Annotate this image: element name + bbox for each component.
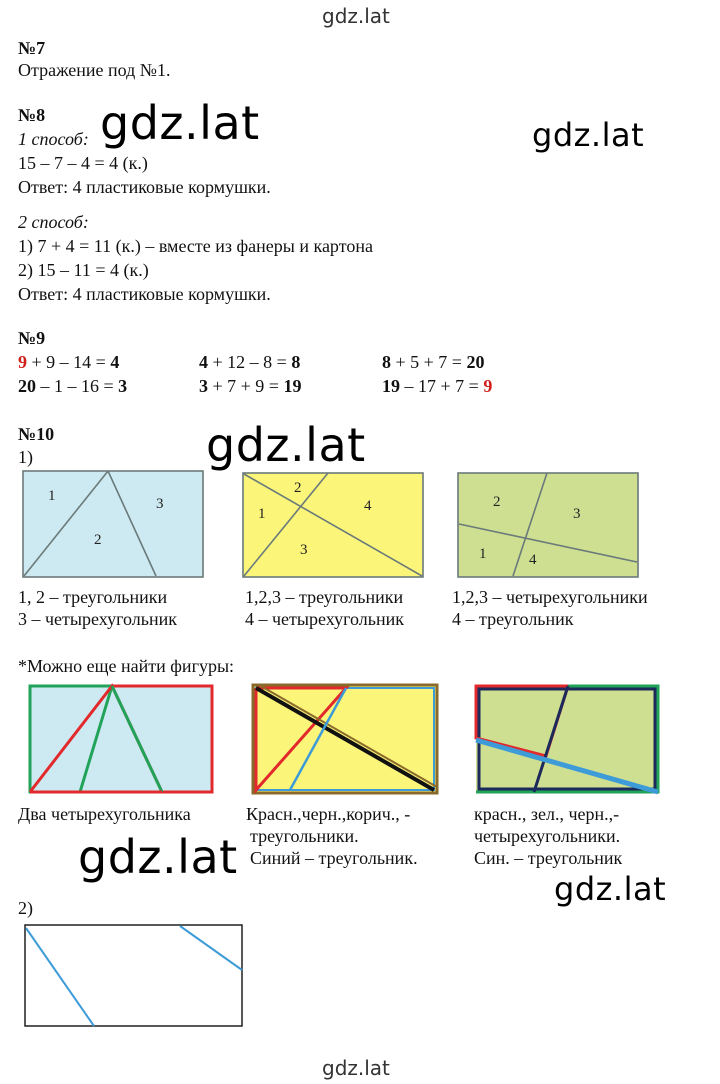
figure-blue-rectangle [22, 470, 204, 578]
task9-expr-3: 8 + 5 + 7 = 20 [382, 352, 485, 372]
watermark-2: gdz.lat [532, 116, 645, 154]
colored-caption-3-line3: Син. – треугольник [474, 848, 623, 868]
watermark-5: gdz.lat [554, 870, 667, 908]
colored-figure-green [472, 682, 662, 796]
blue-label-1: 1 [48, 488, 56, 504]
colored-caption-2-line2: треугольники. [250, 826, 359, 846]
watermark-3: gdz.lat [206, 418, 366, 472]
task8-way1-label: 1 способ: [18, 129, 89, 149]
header-site-name: gdz.lat [322, 4, 390, 28]
colored-caption-2-line3: Синий – треугольник. [250, 848, 418, 868]
task9-title: №9 [18, 328, 46, 348]
colored-green-fill [476, 686, 658, 792]
green-label-3: 3 [573, 506, 581, 522]
yellow-label-3: 3 [300, 542, 308, 558]
task10-part1-label: 1) [18, 447, 33, 467]
task10-title: №10 [18, 424, 55, 444]
colored-figure-yellow [250, 682, 440, 796]
colored-caption-3-line2: четырехугольники. [474, 826, 621, 846]
green-label-2: 2 [493, 494, 501, 510]
task10-part2-label: 2) [18, 898, 33, 918]
task8-way1-expression: 15 – 7 – 4 = 4 (к.) [18, 153, 148, 173]
task8-way2-step2: 2) 15 – 11 = 4 (к.) [18, 260, 149, 280]
task8-way2-answer: Ответ: 4 пластиковые кормушки. [18, 284, 271, 304]
task9-expr-4: 20 – 1 – 16 = 3 [18, 376, 128, 396]
caption-2-line1: 1,2,3 – треугольники [245, 587, 404, 607]
caption-2-line2: 4 – четырехугольник [245, 609, 404, 629]
task9-expr-2: 4 + 12 – 8 = 8 [199, 352, 301, 372]
watermark-1: gdz.lat [100, 96, 260, 150]
yellow-label-4: 4 [364, 498, 372, 514]
figure-yellow-rectangle [242, 472, 424, 578]
task9-expr-6: 19 – 17 + 7 = 9 [382, 376, 493, 396]
colored-caption-1: Два четырехугольника [18, 804, 191, 824]
figure-green-rectangle [457, 472, 639, 578]
footer-site-name: gdz.lat [322, 1056, 390, 1080]
watermark-4: gdz.lat [78, 830, 238, 884]
task7-text: Отражение под №1. [18, 60, 171, 80]
colored-caption-2-line1: Красн.,черн.,корич., - [246, 804, 411, 824]
task8-title: №8 [18, 105, 46, 125]
figure-part2-rectangle [24, 924, 244, 1028]
task9-expr-5: 3 + 7 + 9 = 19 [199, 376, 302, 396]
yellow-label-2: 2 [294, 480, 302, 496]
colored-caption-3-line1: красн., зел., черн.,- [474, 804, 620, 824]
caption-3-line2: 4 – треугольник [452, 609, 574, 629]
caption-1-line1: 1, 2 – треугольники [18, 587, 168, 607]
task8-way1-answer: Ответ: 4 пластиковые кормушки. [18, 177, 271, 197]
blue-label-2: 2 [94, 532, 102, 548]
task7-title: №7 [18, 38, 46, 58]
caption-1-line2: 3 – четырехугольник [18, 609, 177, 629]
task8-way2-step1: 1) 7 + 4 = 11 (к.) – вместе из фанеры и картона [18, 236, 373, 256]
more-figures-title: *Можно еще найти фигуры: [18, 656, 235, 676]
green-label-4: 4 [529, 552, 537, 568]
yellow-label-1: 1 [258, 506, 266, 522]
blue-rect [23, 471, 203, 577]
caption-3-line1: 1,2,3 – четырехугольники [452, 587, 648, 607]
colored-figure-blue [28, 684, 214, 794]
green-label-1: 1 [479, 546, 487, 562]
part2-rect [25, 925, 242, 1026]
task9-expr-1: 9 + 9 – 14 = 4 [18, 352, 120, 372]
task8-way2-label: 2 способ: [18, 212, 89, 232]
blue-label-3: 3 [156, 496, 164, 512]
